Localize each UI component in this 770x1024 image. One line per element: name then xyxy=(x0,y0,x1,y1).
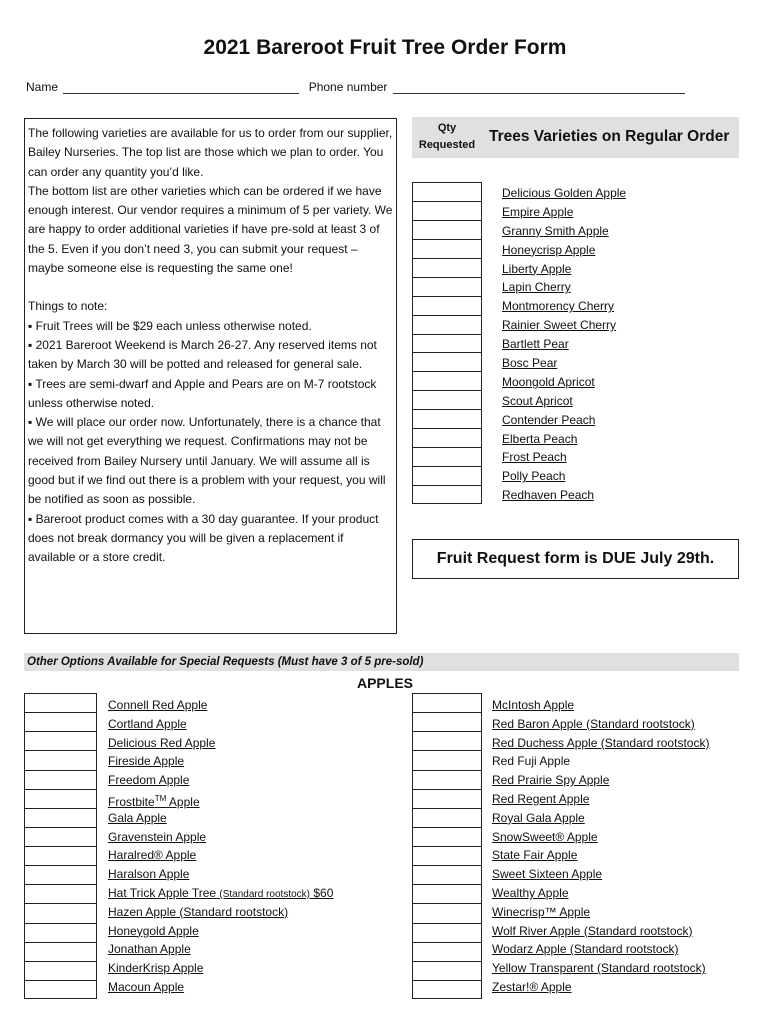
qty-input[interactable] xyxy=(25,943,96,962)
qty-input[interactable] xyxy=(413,259,481,278)
apples-left-qty-column xyxy=(24,693,97,999)
variety-label: Scout Apricot xyxy=(502,393,573,408)
variety-item xyxy=(108,940,333,959)
variety-label: Zestar!® Apple xyxy=(492,979,572,994)
variety-label: Montmorency Cherry xyxy=(502,299,615,314)
variety-item xyxy=(502,354,626,373)
variety-item xyxy=(502,467,626,486)
variety-item xyxy=(502,392,626,411)
qty-input[interactable] xyxy=(413,809,481,828)
variety-item xyxy=(502,278,626,297)
variety-label: Frostbite™ Apple xyxy=(108,793,200,809)
variety-label: Liberty Apple xyxy=(502,261,572,276)
variety-item xyxy=(492,978,709,997)
variety-label: Elberta Peach xyxy=(502,431,578,446)
note-1: ▪ Fruit Trees will be $29 each unless otherwise noted. xyxy=(28,318,312,333)
info-paragraph-1: The following varieties are available for us to order from our supplier, Bailey Nurseries. The top list are those which we plan to order. You can order any quantity you’d like. xyxy=(28,126,393,179)
qty-input[interactable] xyxy=(413,866,481,885)
frostbite-suffix: Apple xyxy=(166,794,200,809)
variety-label: Royal Gala Apple xyxy=(492,810,585,825)
qty-input[interactable] xyxy=(413,751,481,770)
qty-input[interactable] xyxy=(413,372,481,391)
variety-label: Frost Peach xyxy=(502,450,567,465)
variety-label: Rainier Sweet Cherry xyxy=(502,318,617,333)
apples-left-list xyxy=(108,696,333,997)
variety-label: Red Duchess Apple (Standard rootstock) xyxy=(492,735,710,750)
qty-input[interactable] xyxy=(413,297,481,316)
qty-input[interactable] xyxy=(413,713,481,732)
variety-label: SnowSweet® Apple xyxy=(492,829,598,844)
trademark-label: TM xyxy=(154,793,167,803)
qty-input[interactable] xyxy=(413,391,481,410)
qty-input[interactable] xyxy=(413,353,481,372)
variety-label: Delicious Red Apple xyxy=(108,735,216,750)
variety-item xyxy=(492,752,709,771)
qty-input[interactable] xyxy=(413,410,481,429)
variety-item xyxy=(502,486,626,505)
regular-order-title: Trees Varieties on Regular Order xyxy=(489,128,730,145)
variety-label: Freedom Apple xyxy=(108,773,190,788)
things-to-note-title: Things to note: xyxy=(28,299,108,314)
variety-item xyxy=(502,260,626,279)
qty-label: Qty xyxy=(437,122,457,134)
rootstock-note: (Standard rootstock) xyxy=(219,888,310,900)
info-box xyxy=(24,118,397,634)
other-options-header: Other Options Available for Special Requests (Must have 3 of 5 pre-sold) xyxy=(24,653,739,671)
variety-label: Red Fuji Apple xyxy=(492,754,571,769)
variety-item xyxy=(492,884,709,903)
variety-item xyxy=(492,865,709,884)
qty-input[interactable] xyxy=(413,962,481,981)
variety-item xyxy=(492,809,709,828)
qty-input[interactable] xyxy=(413,278,481,297)
variety-label: Wolf River Apple (Standard rootstock) xyxy=(492,923,693,938)
variety-label: Cortland Apple xyxy=(108,716,187,731)
qty-input[interactable] xyxy=(413,429,481,448)
qty-input[interactable] xyxy=(413,981,481,1000)
variety-label: Yellow Transparent (Standard rootstock) xyxy=(492,961,706,976)
qty-input[interactable] xyxy=(25,713,96,732)
qty-header xyxy=(412,120,482,154)
qty-input[interactable] xyxy=(413,486,481,505)
qty-input[interactable] xyxy=(25,924,96,943)
variety-item xyxy=(108,959,333,978)
qty-input[interactable] xyxy=(25,751,96,770)
qty-input[interactable] xyxy=(413,183,481,202)
variety-label: Honeycrisp Apple xyxy=(502,242,596,257)
apples-right-list xyxy=(492,696,709,997)
variety-item xyxy=(502,448,626,467)
variety-label: Delicious Golden Apple xyxy=(502,186,627,200)
note-5: ▪ Bareroot product comes with a 30 day guarantee. If your product does not break dormancy you will be given a replacement if available or a store credit. xyxy=(28,511,379,565)
variety-item xyxy=(492,959,709,978)
variety-item xyxy=(108,828,333,847)
variety-item xyxy=(502,335,626,354)
phone-input[interactable] xyxy=(393,81,685,94)
variety-label: Bosc Pear xyxy=(502,356,558,371)
qty-input[interactable] xyxy=(413,828,481,847)
form-title: 2021 Bareroot Fruit Tree Order Form xyxy=(203,36,567,59)
variety-item xyxy=(492,696,709,715)
qty-input[interactable] xyxy=(25,809,96,828)
variety-label: Wodarz Apple (Standard rootstock) xyxy=(492,942,679,957)
variety-label: Haralson Apple xyxy=(108,867,190,882)
variety-item xyxy=(492,903,709,922)
qty-input[interactable] xyxy=(413,771,481,790)
variety-label: Gravenstein Apple xyxy=(108,829,207,844)
qty-input[interactable] xyxy=(413,904,481,923)
variety-item xyxy=(108,771,333,790)
contact-fields xyxy=(26,80,691,94)
variety-label: Sweet Sixteen Apple xyxy=(492,867,603,882)
variety-item xyxy=(108,809,333,828)
variety-item xyxy=(108,884,333,903)
variety-item xyxy=(502,297,626,316)
variety-label: State Fair Apple xyxy=(492,848,578,863)
variety-item xyxy=(492,846,709,865)
variety-item xyxy=(502,411,626,430)
variety-label: Red Baron Apple (Standard rootstock) xyxy=(492,716,695,731)
qty-input[interactable] xyxy=(25,962,96,981)
variety-item xyxy=(108,715,333,734)
qty-input[interactable] xyxy=(413,202,481,221)
variety-item xyxy=(492,940,709,959)
name-label: Name xyxy=(26,80,59,94)
note-3: ▪ Trees are semi-dwarf and Apple and Pears are on M-7 rootstock unless otherwise noted. xyxy=(28,376,377,410)
variety-label: Granny Smith Apple xyxy=(502,223,609,238)
qty-input[interactable] xyxy=(25,694,96,713)
qty-input[interactable] xyxy=(413,790,481,809)
variety-item xyxy=(108,846,333,865)
variety-label: Hazen Apple (Standard rootstock) xyxy=(108,904,289,919)
variety-label: Hat Trick Apple Tree (Standard rootstock) $60 xyxy=(108,885,334,900)
note-2: ▪ 2021 Bareroot Weekend is March 26-27. Any reserved items not taken by March 30 will be potted and released for general sale. xyxy=(28,337,377,372)
qty-input[interactable] xyxy=(413,847,481,866)
variety-label: Lapin Cherry xyxy=(502,280,571,295)
variety-item xyxy=(502,222,626,241)
variety-label: McIntosh Apple xyxy=(492,698,575,712)
variety-item xyxy=(492,922,709,941)
qty-input[interactable] xyxy=(25,732,96,751)
qty-input[interactable] xyxy=(413,943,481,962)
variety-label: Redhaven Peach xyxy=(502,488,595,503)
variety-item xyxy=(108,752,333,771)
variety-item xyxy=(108,978,333,997)
price-label: $60 xyxy=(313,885,334,900)
variety-item xyxy=(502,203,626,222)
info-paragraph-2: The bottom list are other varieties which can be ordered if we have enough interest. Our vendor requires a minimum of 5 per variety. We are happy to order additional varieties if have pre-sold at least 3 of the 5. Even if you don’t need 3, you can submit your request – maybe someone else is requesting the same one! xyxy=(28,183,393,276)
qty-input[interactable] xyxy=(25,771,96,790)
regular-qty-column xyxy=(412,182,482,504)
qty-input[interactable] xyxy=(413,694,481,713)
variety-label: Red Prairie Spy Apple xyxy=(492,773,610,788)
variety-item xyxy=(108,696,333,715)
phone-label: Phone number xyxy=(308,80,388,94)
qty-input[interactable] xyxy=(25,866,96,885)
variety-item xyxy=(492,771,709,790)
variety-item xyxy=(108,734,333,753)
apples-title: APPLES xyxy=(356,675,413,691)
qty-input[interactable] xyxy=(413,221,481,240)
name-input[interactable] xyxy=(63,81,299,94)
variety-label: KinderKrisp Apple xyxy=(108,961,204,976)
qty-input[interactable] xyxy=(413,316,481,335)
qty-input[interactable] xyxy=(25,790,96,809)
qty-input[interactable] xyxy=(25,847,96,866)
variety-label: Winecrisp™ Apple xyxy=(492,904,591,919)
variety-item xyxy=(108,790,333,809)
variety-label: Haralred® Apple xyxy=(108,848,197,863)
qty-input[interactable] xyxy=(413,924,481,943)
variety-label: Bartlett Pear xyxy=(502,337,569,352)
variety-label: Macoun Apple xyxy=(108,979,185,994)
variety-item xyxy=(108,903,333,922)
qty-input[interactable] xyxy=(413,885,481,904)
qty-input[interactable] xyxy=(25,828,96,847)
variety-label: Empire Apple xyxy=(502,204,574,219)
variety-item xyxy=(502,430,626,449)
variety-item xyxy=(502,184,626,203)
variety-label: Honeygold Apple xyxy=(108,923,199,938)
variety-item xyxy=(492,790,709,809)
qty-input[interactable] xyxy=(25,885,96,904)
due-notice: Fruit Request form is DUE July 29th. xyxy=(412,539,739,579)
variety-label: Moongold Apricot xyxy=(502,374,595,389)
variety-label: Polly Peach xyxy=(502,469,566,484)
variety-label: Fireside Apple xyxy=(108,754,185,769)
variety-item xyxy=(108,865,333,884)
qty-input[interactable] xyxy=(25,904,96,923)
variety-item xyxy=(492,734,709,753)
apples-right-qty-column xyxy=(412,693,482,999)
qty-input[interactable] xyxy=(413,240,481,259)
qty-input[interactable] xyxy=(413,448,481,467)
variety-item xyxy=(502,241,626,260)
variety-item xyxy=(502,373,626,392)
qty-input[interactable] xyxy=(413,467,481,486)
qty-input[interactable] xyxy=(25,981,96,1000)
variety-label: Contender Peach xyxy=(502,412,596,427)
qty-input[interactable] xyxy=(413,335,481,354)
variety-label: Gala Apple xyxy=(108,810,167,825)
variety-label: Jonathan Apple xyxy=(108,942,191,957)
variety-item xyxy=(108,922,333,941)
requested-label: Requested xyxy=(418,139,476,151)
variety-item xyxy=(492,715,709,734)
variety-item xyxy=(492,828,709,847)
variety-label: Red Regent Apple xyxy=(492,791,590,806)
variety-label: Wealthy Apple xyxy=(492,885,569,900)
variety-label: Connell Red Apple xyxy=(108,698,208,712)
regular-order-header xyxy=(412,117,739,158)
regular-variety-list xyxy=(502,184,626,505)
qty-input[interactable] xyxy=(413,732,481,751)
note-4: ▪ We will place our order now. Unfortunately, there is a chance that we will not get everything we request. Confirmations may not be received from Bailey Nursery until January. We will assume all is good but if we find out there is a problem with your request, you will be notified as soon as possible. xyxy=(28,415,386,507)
variety-item xyxy=(502,316,626,335)
